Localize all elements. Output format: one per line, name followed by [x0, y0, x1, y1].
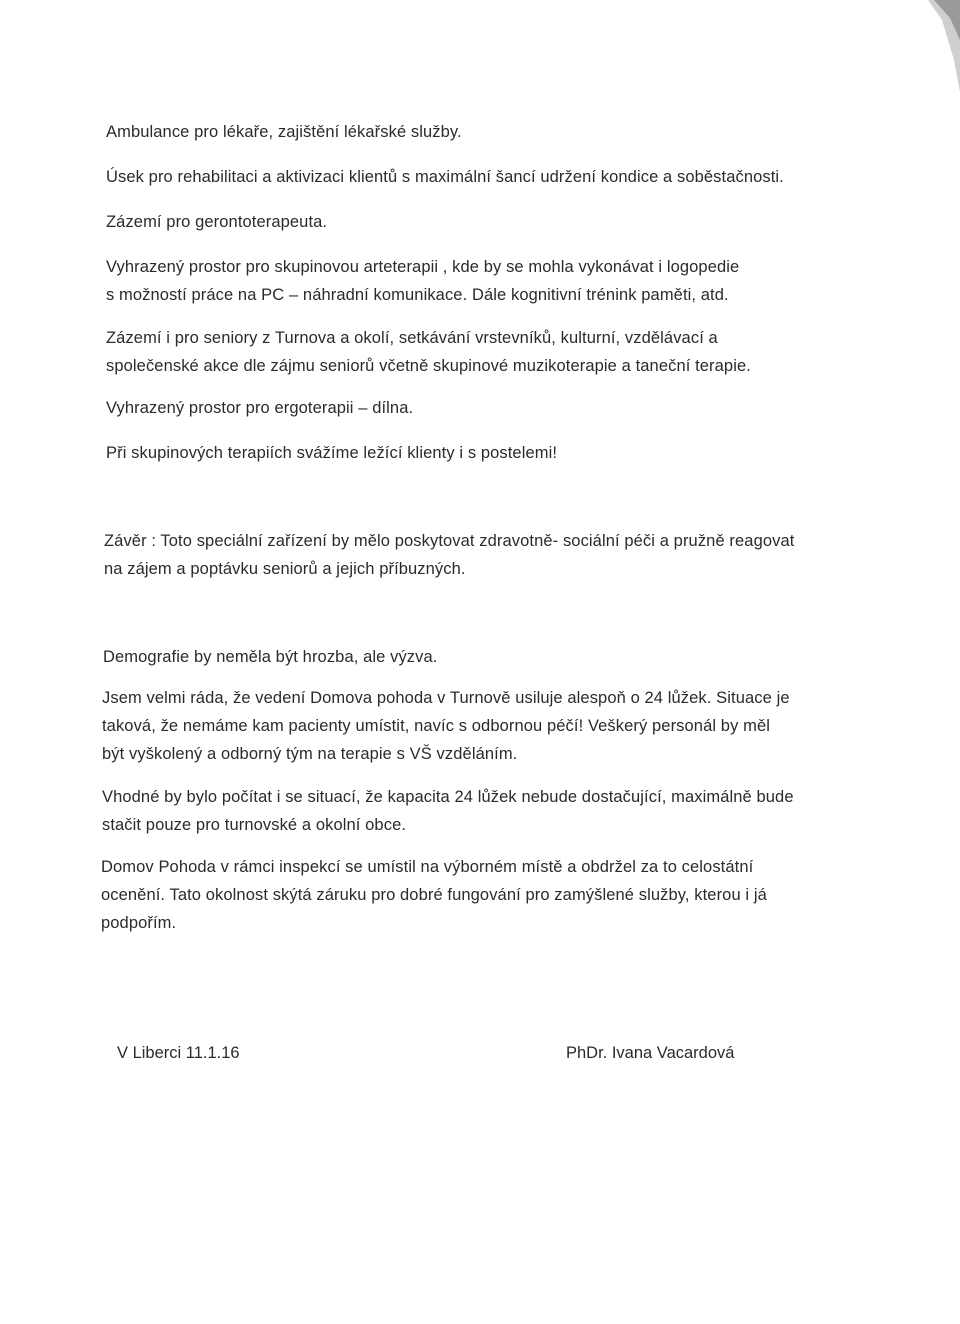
- text-line: Zázemí pro gerontoterapeuta.: [106, 213, 328, 231]
- text-line: podpořím.: [101, 914, 177, 932]
- line-ambulance: [106, 118, 462, 146]
- text-line: stačit pouze pro turnovské a okolní obce.: [102, 816, 407, 834]
- text-line: Demografie by neměla být hrozba, ale výzva.: [103, 648, 438, 666]
- place-date: V Liberci 11.1.16: [117, 1044, 240, 1062]
- paragraph-beds: [102, 684, 790, 768]
- text-line: Úsek pro rehabilitaci a aktivizaci klientů s maximální šancí udržení kondice a soběstačnosti.: [106, 168, 784, 186]
- paragraph-art-therapy: [106, 253, 739, 309]
- text-line: ocenění. Tato okolnost skýtá záruku pro dobré fungování pro zamýšlené služby, kterou i já: [101, 886, 767, 904]
- line-group-therapies: [106, 439, 557, 467]
- paragraph-conclusion: [104, 527, 794, 583]
- text-line: společenské akce dle zájmu seniorů včetně skupinové muzikoterapie a taneční terapie.: [106, 357, 751, 375]
- text-line: Vyhrazený prostor pro ergoterapii – dílna.: [106, 399, 414, 417]
- text-line: Jsem velmi ráda, že vedení Domova pohoda v Turnově usiluje alespoň o 24 lůžek. Situace je: [102, 689, 790, 707]
- text-line: Vyhrazený prostor pro skupinovou arteterapii , kde by se mohla vykonávat i logopedie: [106, 258, 740, 276]
- line-rehabilitation: [106, 163, 784, 191]
- text-line: Ambulance pro lékaře, zajištění lékařské služby.: [106, 123, 462, 141]
- paragraph-capacity: [102, 783, 794, 839]
- line-gerontotherapist: [106, 208, 327, 236]
- signatory-name: PhDr. Ivana Vacardová: [566, 1044, 735, 1062]
- paragraph-seniors-background: [106, 324, 751, 380]
- text-line: na zájem a poptávku seniorů a jejich příbuzných.: [104, 560, 466, 578]
- text-line: Závěr : Toto speciální zařízení by mělo poskytovat zdravotně- sociální péči a pružně reagovat: [104, 532, 795, 550]
- text-line: s možností práce na PC – náhradní komunikace. Dále kognitivní trénink paměti, atd.: [106, 286, 729, 304]
- text-line: Domov Pohoda v rámci inspekcí se umístil na výborném místě a obdržel za to celostátní: [101, 858, 754, 876]
- text-line: taková, že nemáme kam pacienty umístit, navíc s odbornou péčí! Veškerý personál by měl: [102, 717, 771, 735]
- text-line: Při skupinových terapiích svážíme ležící klienty i s postelemi!: [106, 444, 558, 462]
- scan-corner-artifact: [920, 0, 960, 100]
- text-line: Zázemí i pro seniory z Turnova a okolí, setkávání vrstevníků, kulturní, vzdělávací a: [106, 329, 718, 347]
- line-ergotherapy: [106, 394, 413, 422]
- line-demography: [103, 643, 437, 671]
- text-line: být vyškolený a odborný tým na terapie s VŠ vzděláním.: [102, 745, 518, 763]
- paragraph-award: [101, 853, 767, 937]
- text-line: Vhodné by bylo počítat i se situací, že kapacita 24 lůžek nebude dostačující, maximálně bude: [102, 788, 794, 806]
